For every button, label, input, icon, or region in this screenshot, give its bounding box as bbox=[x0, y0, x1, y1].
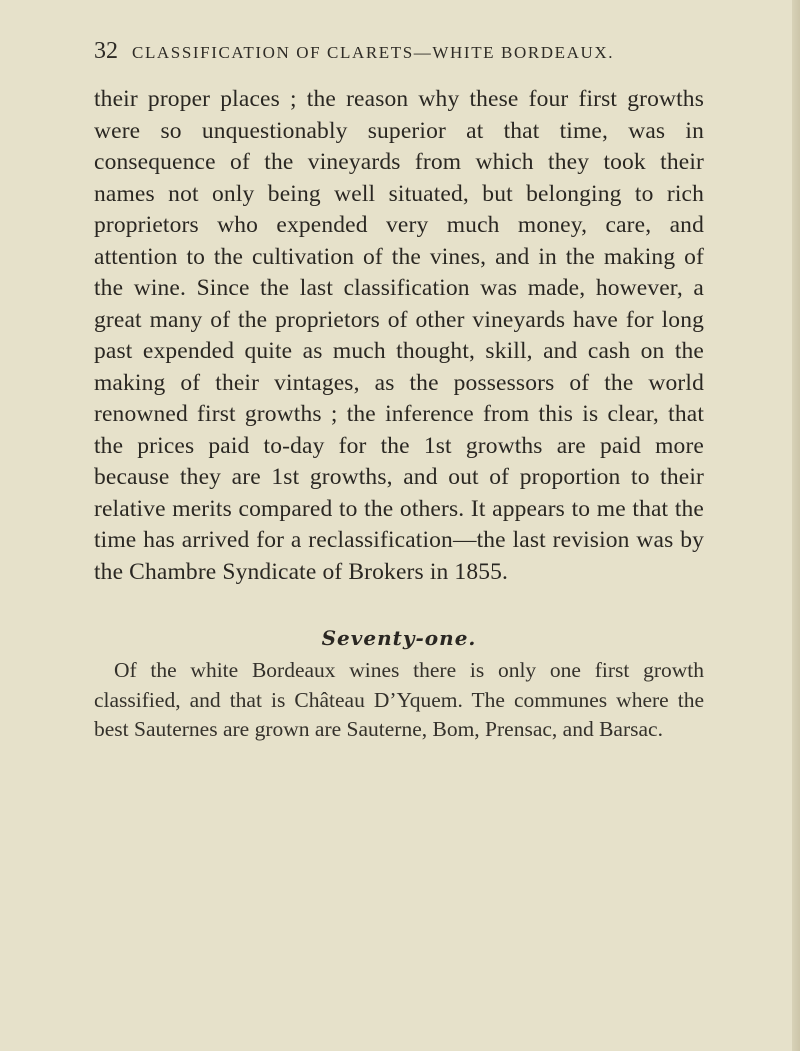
paragraph-main: their proper places ; the reason why these four first growths were so unquestionably superior at that time, was in consequence of the vineyards from which they took their names not only being well situated, but belonging to rich proprietors who expended very much money, care, and attention to the cultivation of the vines, and in the making of the wine. Since the last classification was made, however, a great many of the proprietors of other vineyards have for long past expended quite as much thought, skill, and cash on the making of their vintages, as the possessors of the world renowned first growths ; the inference from this is clear, that the prices paid to-day for the 1st growths are paid more because they are 1st growths, and out of proportion to their relative merits compared to the others. It appears to me that the time has arrived for a reclassification—the last revision was by the Chambre Syndicate of Brokers in 1855. bbox=[94, 86, 704, 585]
body-text bbox=[94, 84, 704, 745]
page-number: 32 bbox=[94, 38, 118, 64]
running-title: CLASSIFICATION OF CLARETS—WHITE BORDEAUX. bbox=[132, 43, 615, 62]
section-heading: Seventy-one. bbox=[321, 626, 477, 650]
page-edge bbox=[792, 0, 800, 1051]
paragraph-white-bordeaux: Of the white Bordeaux wines there is only one first growth classified, and that is Château D’Yquem. The communes where the best Sauternes are grown are Sauterne, Bom, Prensac, and Barsac. bbox=[94, 658, 704, 741]
running-head bbox=[94, 38, 714, 78]
